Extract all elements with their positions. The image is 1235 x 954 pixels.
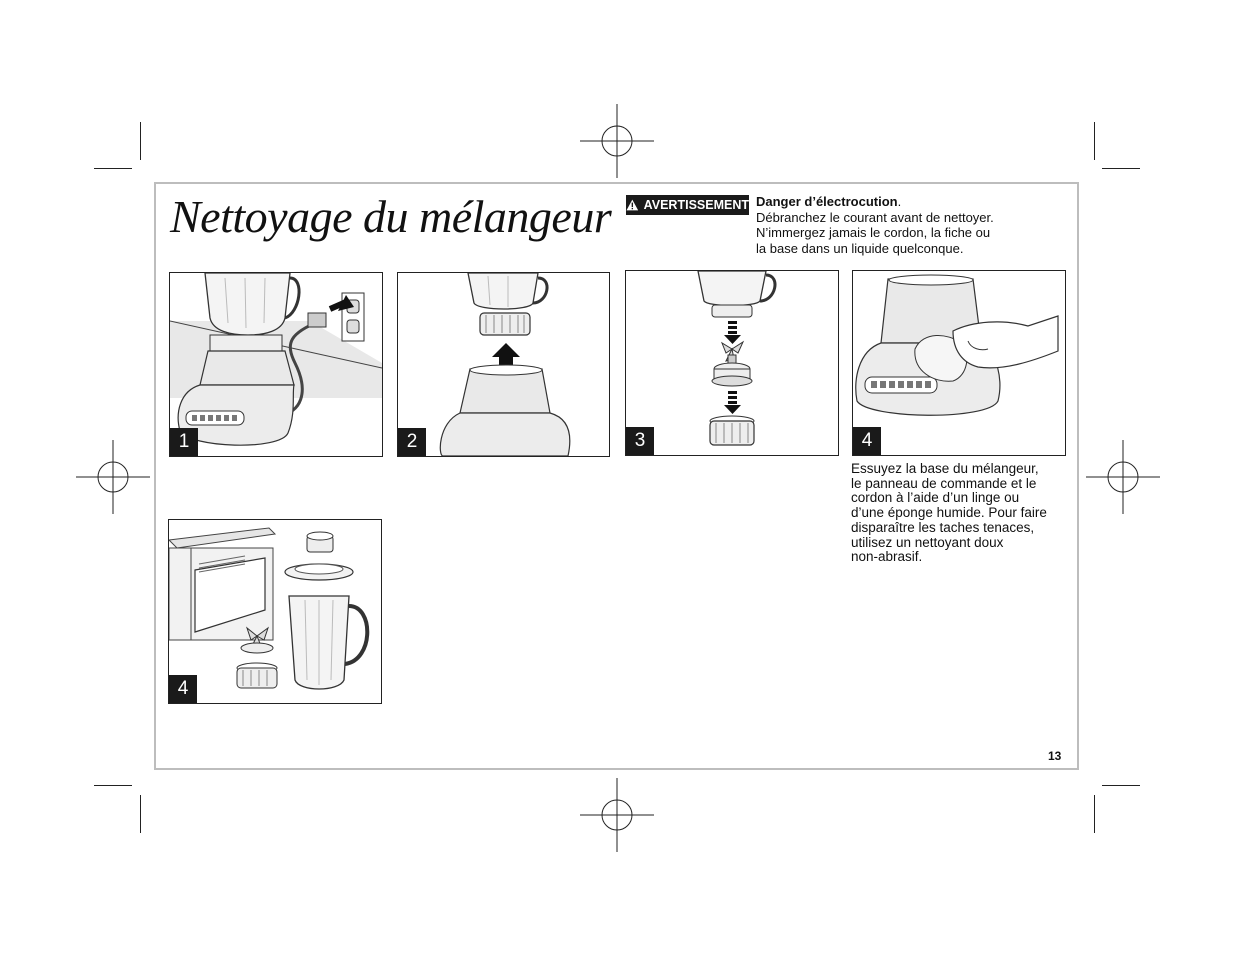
step-badge: 1 [170,428,198,456]
description-line: d’une éponge humide. Pour faire [851,505,1047,521]
crop-mark [94,168,132,169]
step-4-illustration [852,270,1066,456]
warning-triangle-icon [626,199,639,211]
description-line: non-abrasif. [851,549,923,565]
crop-mark [140,122,141,160]
step-2-illustration [397,272,610,457]
step-badge: 2 [398,428,426,456]
page-title: Nettoyage du mélangeur [170,191,612,242]
warning-badge-label: AVERTISSEMENT [643,198,749,212]
step-4-dishwasher-illustration [168,519,382,704]
wipe-base-illustration [853,271,1065,455]
crop-mark [1094,795,1095,833]
registration-mark-icon [76,440,150,514]
warning-text [756,194,1006,256]
warning-lead-punct: . [897,194,902,209]
registration-mark-icon [1086,440,1160,514]
step-badge: 4 [853,427,881,455]
step-badge: 4 [169,675,197,703]
registration-mark-icon [580,778,654,852]
dishwasher-parts-illustration [169,520,381,703]
description-line: disparaître les taches tenaces, [851,519,1035,535]
crop-mark [1094,122,1095,160]
step-3-illustration [625,270,839,456]
warning-line: la base dans un liquide quelconque. [756,240,964,256]
description-line: utilisez un nettoyant doux [851,534,1004,550]
warning-lead: Danger d’électrocution [756,194,898,209]
page-number: 13 [1048,749,1062,763]
description-line: le panneau de commande et le [851,475,1037,491]
description-line: cordon à l’aide d’un linge ou [851,490,1020,506]
step-1-illustration [169,272,383,457]
crop-mark [1102,785,1140,786]
warning-badge [626,195,749,215]
crop-mark [1102,168,1140,169]
warning-line: Débranchez le courant avant de nettoyer. [756,209,994,225]
warning-line: N’immergez jamais le cordon, la fiche ou [756,225,991,240]
lift-jar-illustration [398,273,609,456]
crop-mark [140,795,141,833]
registration-mark-icon [580,104,654,178]
description-line: Essuyez la base du mélangeur, [851,461,1039,476]
crop-mark [94,785,132,786]
step-badge: 3 [626,427,654,455]
disassemble-blade-illustration [626,271,838,455]
unplug-blender-illustration [170,273,382,456]
step-4-description [851,462,1066,565]
